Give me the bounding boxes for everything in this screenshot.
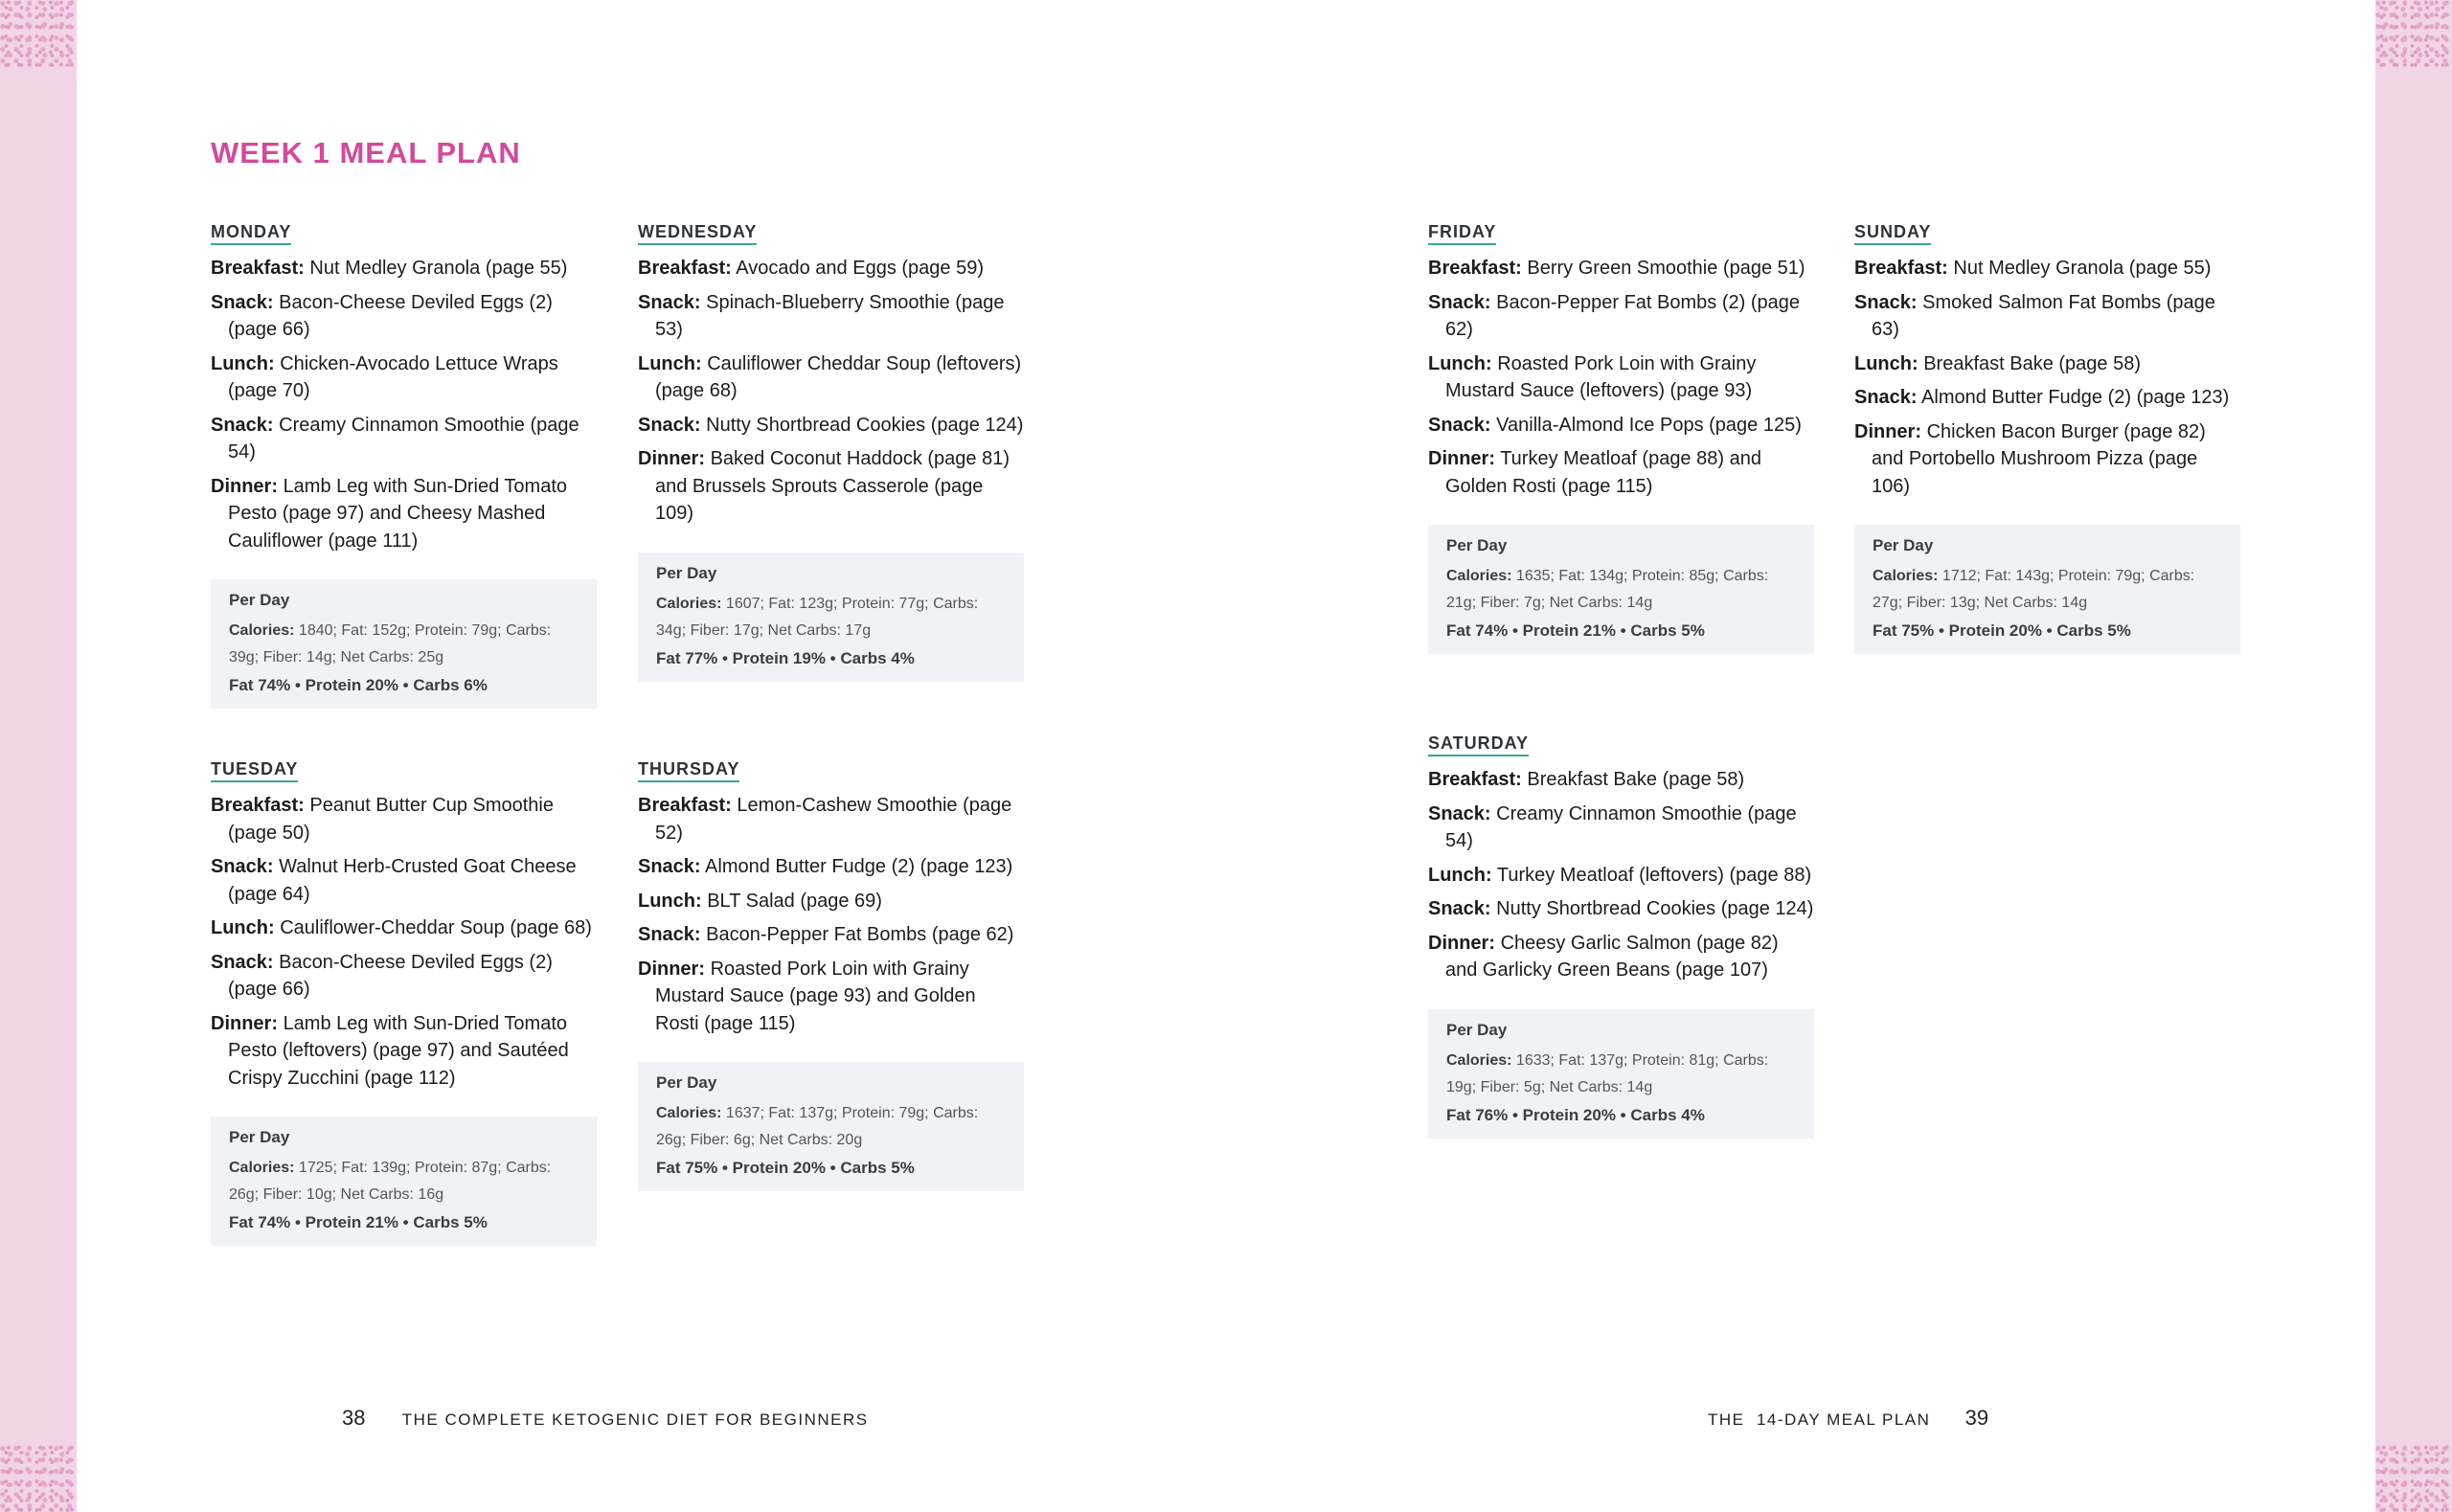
meal-item xyxy=(211,473,597,555)
nutrition-box xyxy=(638,553,1024,682)
meal-label: Breakfast: xyxy=(211,258,305,279)
meal-recipe: Berry Green Smoothie (page 51) xyxy=(1527,258,1805,279)
nutrition-box xyxy=(638,1062,1024,1191)
meal-recipe: Bacon-Cheese Deviled Eggs (2) (page 66) xyxy=(228,291,553,340)
meal-label: Snack: xyxy=(1854,291,1918,313)
meal-recipe: Nutty Shortbread Cookies (page 124) xyxy=(1496,898,1814,919)
meal-item xyxy=(1854,418,2240,501)
meal-label: Snack: xyxy=(1428,414,1491,436)
meal-recipe: Vanilla-Almond Ice Pops (page 125) xyxy=(1496,414,1802,436)
meal-item xyxy=(638,853,1024,881)
meal-label: Dinner: xyxy=(211,475,278,497)
meal-label: Breakfast: xyxy=(1428,258,1522,279)
nutrition-stats xyxy=(229,1155,579,1208)
meal-item xyxy=(211,853,597,908)
meal-label: Dinner: xyxy=(1428,448,1495,469)
meal-item xyxy=(638,888,1024,915)
meal-item xyxy=(1428,895,1814,923)
meal-item xyxy=(1428,255,1814,282)
macro-ratio: Fat 74% • Protein 21% • Carbs 5% xyxy=(229,1213,488,1231)
meal-item xyxy=(1428,801,1814,855)
meal-label: Dinner: xyxy=(638,958,705,980)
meal-item xyxy=(211,289,597,344)
nutrition-stats xyxy=(229,618,579,671)
meal-item xyxy=(638,445,1024,528)
meal-label: Snack: xyxy=(1428,802,1491,824)
meal-recipe: Lamb Leg with Sun-Dried Tomato Pesto (leftovers) (page 97) and Sautéed Crispy Zucchini (page 112) xyxy=(228,1012,569,1089)
nutrition-title: Per Day xyxy=(1446,1020,1508,1039)
meal-label: Lunch: xyxy=(638,890,702,912)
page-number-right: 39 xyxy=(1964,1406,1989,1430)
nutrition-stats xyxy=(1446,1048,1796,1101)
meal-recipe: Bacon-Pepper Fat Bombs (2) (page 62) xyxy=(1445,291,1800,340)
day-section-sunday xyxy=(1854,222,2240,654)
meal-recipe: Creamy Cinnamon Smoothie (page 54) xyxy=(228,414,579,463)
running-head-right: THE 14-DAY MEAL PLAN xyxy=(1708,1410,1931,1429)
meal-recipe: Turkey Meatloaf (leftovers) (page 88) xyxy=(1496,864,1812,886)
macro-ratio: Fat 77% • Protein 19% • Carbs 4% xyxy=(656,648,915,667)
nutrition-values: 1633; Fat: 137g; Protein: 81g; Carbs: 19g; Fiber: 5g; Net Carbs: 14g xyxy=(1446,1051,1769,1095)
meal-item xyxy=(1428,289,1814,344)
nutrition-stats xyxy=(1446,563,1796,617)
meal-recipe: Cauliflower Cheddar Soup (leftovers) (page 68) xyxy=(655,352,1022,401)
meal-recipe: Chicken-Avocado Lettuce Wraps (page 70) xyxy=(228,352,558,401)
meal-item xyxy=(1428,350,1814,405)
meal-recipe: BLT Salad (page 69) xyxy=(707,890,882,912)
day-heading: SUNDAY xyxy=(1854,222,1931,245)
meal-item xyxy=(1428,930,1814,984)
calories-label: Calories: xyxy=(229,622,295,639)
meal-label: Breakfast: xyxy=(211,795,305,816)
day-section-tuesday xyxy=(211,759,597,1246)
meal-label: Snack: xyxy=(211,414,274,436)
nutrition-title: Per Day xyxy=(229,1128,290,1146)
meal-item xyxy=(211,1010,597,1093)
nutrition-stats xyxy=(656,591,1006,644)
meal-item xyxy=(211,792,597,846)
meal-recipe: Roasted Pork Loin with Grainy Mustard Sauce (page 93) and Golden Rosti (page 115) xyxy=(655,958,976,1034)
meal-recipe: Almond Butter Fudge (2) (page 123) xyxy=(1921,387,2230,408)
macro-ratio: Fat 76% • Protein 20% • Carbs 4% xyxy=(1446,1105,1705,1124)
meal-recipe: Cauliflower-Cheddar Soup (page 68) xyxy=(280,917,592,938)
nutrition-title: Per Day xyxy=(1446,536,1508,554)
day-section-saturday xyxy=(1428,733,1814,1139)
nutrition-values: 1607; Fat: 123g; Protein: 77g; Carbs: 34g; Fiber: 17g; Net Carbs: 17g xyxy=(656,595,979,639)
meal-label: Snack: xyxy=(1854,387,1918,408)
day-section-thursday xyxy=(638,759,1024,1191)
meal-label: Breakfast: xyxy=(638,795,732,816)
meal-recipe: Lamb Leg with Sun-Dried Tomato Pesto (page 97) and Cheesy Mashed Cauliflower (page 111) xyxy=(228,475,568,552)
meal-label: Snack: xyxy=(638,924,701,945)
meal-item xyxy=(1428,766,1814,794)
running-head-left: THE COMPLETE KETOGENIC DIET FOR BEGINNERS xyxy=(401,1410,869,1429)
macro-ratio: Fat 75% • Protein 20% • Carbs 5% xyxy=(656,1159,915,1177)
calories-label: Calories: xyxy=(229,1160,295,1176)
meal-label: Snack: xyxy=(638,414,701,436)
meal-item xyxy=(638,792,1024,846)
nutrition-stats xyxy=(1873,563,2222,617)
meal-item xyxy=(638,956,1024,1038)
meal-recipe: Creamy Cinnamon Smoothie (page 54) xyxy=(1445,802,1797,851)
meal-label: Dinner: xyxy=(1854,420,1921,442)
meal-item xyxy=(1854,255,2240,282)
calories-label: Calories: xyxy=(1446,1051,1512,1069)
meal-recipe: Spinach-Blueberry Smoothie (page 53) xyxy=(655,291,1005,340)
nutrition-box xyxy=(211,579,597,709)
meal-recipe: Smoked Salmon Fat Bombs (page 63) xyxy=(1872,291,2215,340)
macro-ratio: Fat 75% • Protein 20% • Carbs 5% xyxy=(1873,621,2131,640)
meal-label: Dinner: xyxy=(638,448,705,469)
footer-left xyxy=(342,1406,869,1431)
day-section-monday xyxy=(211,222,597,709)
nutrition-title: Per Day xyxy=(656,1073,717,1092)
nutrition-box xyxy=(1428,1009,1814,1139)
meal-item xyxy=(211,412,597,466)
meal-item xyxy=(1854,350,2240,378)
meal-label: Snack: xyxy=(211,856,274,877)
day-heading: THURSDAY xyxy=(638,759,739,782)
meal-label: Snack: xyxy=(1428,898,1491,919)
meal-item xyxy=(638,255,1024,282)
meal-item xyxy=(211,949,597,1004)
meal-item xyxy=(1428,412,1814,440)
page-title: WEEK 1 MEAL PLAN xyxy=(211,136,521,169)
day-heading: SATURDAY xyxy=(1428,733,1529,756)
meal-label: Snack: xyxy=(211,291,274,313)
footer-right xyxy=(1708,1406,1988,1431)
meal-recipe: Baked Coconut Haddock (page 81) and Brussels Sprouts Casserole (page 109) xyxy=(655,448,1010,524)
page-number-left: 38 xyxy=(342,1406,366,1430)
meal-label: Breakfast: xyxy=(638,258,732,279)
meal-recipe: Lemon-Cashew Smoothie (page 52) xyxy=(655,795,1012,844)
day-heading: FRIDAY xyxy=(1428,222,1496,245)
meal-recipe: Bacon-Pepper Fat Bombs (page 62) xyxy=(706,924,1014,945)
meal-label: Lunch: xyxy=(1428,352,1492,374)
nutrition-box xyxy=(1854,525,2240,654)
meal-item xyxy=(638,350,1024,405)
day-heading: WEDNESDAY xyxy=(638,222,757,245)
meal-label: Lunch: xyxy=(1854,352,1918,374)
meal-recipe: Walnut Herb-Crusted Goat Cheese (page 64) xyxy=(228,856,577,905)
day-section-friday xyxy=(1428,222,1814,654)
meal-recipe: Almond Butter Fudge (2) (page 123) xyxy=(705,856,1013,877)
calories-label: Calories: xyxy=(1446,568,1512,584)
meal-item xyxy=(1428,445,1814,500)
meal-recipe: Nut Medley Granola (page 55) xyxy=(309,258,568,279)
calories-label: Calories: xyxy=(656,595,722,612)
meal-label: Breakfast: xyxy=(1428,769,1522,790)
nutrition-box xyxy=(1428,525,1814,654)
meal-recipe: Nutty Shortbread Cookies (page 124) xyxy=(706,414,1024,436)
meal-recipe: Peanut Butter Cup Smoothie (page 50) xyxy=(228,795,554,844)
meal-label: Lunch: xyxy=(211,352,275,374)
meal-item xyxy=(1854,289,2240,344)
nutrition-title: Per Day xyxy=(656,563,717,582)
meal-item xyxy=(1854,384,2240,412)
nutrition-title: Per Day xyxy=(229,591,290,609)
meal-item xyxy=(211,914,597,942)
nutrition-stats xyxy=(656,1100,1006,1154)
meal-recipe: Turkey Meatloaf (page 88) and Golden Rosti (page 115) xyxy=(1445,448,1761,497)
meal-recipe: Bacon-Cheese Deviled Eggs (2) (page 66) xyxy=(228,951,553,1000)
meal-item xyxy=(211,350,597,405)
nutrition-values: 1637; Fat: 137g; Protein: 79g; Carbs: 26g; Fiber: 6g; Net Carbs: 20g xyxy=(656,1105,979,1148)
meal-recipe: Avocado and Eggs (page 59) xyxy=(736,258,984,279)
meal-label: Breakfast: xyxy=(1854,258,1948,279)
meal-item xyxy=(638,289,1024,344)
meal-recipe: Breakfast Bake (page 58) xyxy=(1923,352,2142,374)
nutrition-values: 1635; Fat: 134g; Protein: 85g; Carbs: 21g; Fiber: 7g; Net Carbs: 14g xyxy=(1446,568,1769,611)
calories-label: Calories: xyxy=(656,1105,722,1121)
meal-item xyxy=(1428,862,1814,890)
nutrition-title: Per Day xyxy=(1873,536,1934,554)
meal-label: Snack: xyxy=(638,291,701,313)
meal-item xyxy=(638,921,1024,949)
meal-recipe: Breakfast Bake (page 58) xyxy=(1527,769,1745,790)
meal-label: Snack: xyxy=(211,951,274,973)
meal-label: Lunch: xyxy=(1428,864,1492,886)
meal-recipe: Cheesy Garlic Salmon (page 82) and Garlicky Green Beans (page 107) xyxy=(1445,932,1779,981)
meal-label: Dinner: xyxy=(1428,932,1495,954)
meal-recipe: Nut Medley Granola (page 55) xyxy=(1953,258,2212,279)
macro-ratio: Fat 74% • Protein 20% • Carbs 6% xyxy=(229,676,488,694)
macro-ratio: Fat 74% • Protein 21% • Carbs 5% xyxy=(1446,621,1705,640)
meal-label: Snack: xyxy=(638,856,701,877)
nutrition-box xyxy=(211,1117,597,1246)
meal-label: Lunch: xyxy=(211,917,275,938)
meal-label: Lunch: xyxy=(638,352,702,374)
meal-recipe: Chicken Bacon Burger (page 82) and Portobello Mushroom Pizza (page 106) xyxy=(1872,420,2206,497)
calories-label: Calories: xyxy=(1873,568,1939,584)
day-heading: MONDAY xyxy=(211,222,291,245)
nutrition-values: 1725; Fat: 139g; Protein: 87g; Carbs: 26g; Fiber: 10g; Net Carbs: 16g xyxy=(229,1160,552,1203)
decorative-border-left xyxy=(0,0,77,1512)
day-section-wednesday xyxy=(638,222,1024,682)
meal-item xyxy=(638,412,1024,440)
nutrition-values: 1712; Fat: 143g; Protein: 79g; Carbs: 27g; Fiber: 13g; Net Carbs: 14g xyxy=(1873,568,2195,611)
meal-recipe: Roasted Pork Loin with Grainy Mustard Sauce (leftovers) (page 93) xyxy=(1445,352,1757,401)
decorative-border-right xyxy=(2375,0,2452,1512)
day-heading: TUESDAY xyxy=(211,759,298,782)
nutrition-values: 1840; Fat: 152g; Protein: 79g; Carbs: 39g; Fiber: 14g; Net Carbs: 25g xyxy=(229,622,552,666)
meal-label: Dinner: xyxy=(211,1012,278,1034)
meal-item xyxy=(211,255,597,282)
meal-label: Snack: xyxy=(1428,291,1491,313)
